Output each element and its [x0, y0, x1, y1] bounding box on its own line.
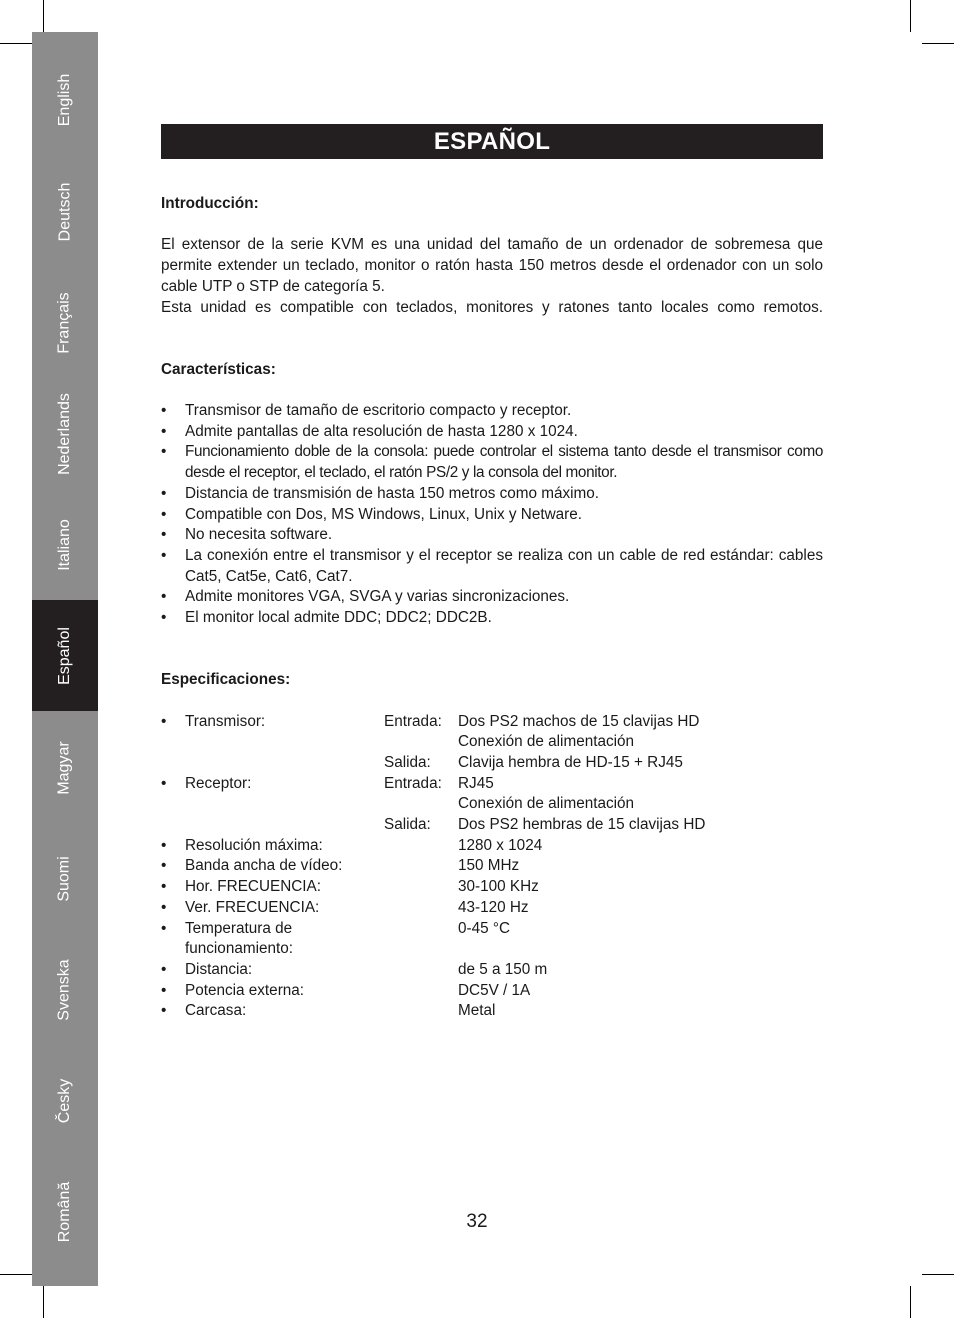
language-tabs	[32, 32, 98, 1286]
spec-value: Metal	[458, 1002, 496, 1020]
spec-row	[161, 712, 823, 733]
bullet	[161, 732, 185, 753]
spec-sublabel	[384, 794, 458, 815]
tab-label: Magyar	[55, 740, 73, 795]
list-item: • Compatible con Dos, MS Windows, Linux, Unix y Netware.	[161, 505, 823, 526]
list-item: • Distancia de transmisión de hasta 150 metros como máximo.	[161, 484, 823, 505]
features-list	[161, 401, 823, 629]
spec-value: RJ45	[458, 774, 494, 792]
tab-label: Deutsch	[55, 182, 73, 241]
list-item: • Funcionamiento doble de la consola: puede controlar el sistema tanto desde el transmisor como desde el receptor, el teclado, el ratón PS/2 y la consola del monitor.	[161, 442, 823, 483]
spec-label: Ver. FRECUENCIA:	[185, 898, 320, 916]
spec-value: Dos PS2 machos de 15 clavijas HD	[458, 712, 700, 730]
spec-label	[185, 732, 384, 753]
crop-mark	[43, 1286, 44, 1318]
spec-row	[161, 960, 823, 981]
page-number: 32	[466, 1211, 488, 1232]
crop-mark	[910, 0, 911, 32]
list-item: • El monitor local admite DDC; DDC2; DDC2B.	[161, 608, 823, 629]
tab-label: Česky	[55, 1078, 73, 1123]
specs-table	[161, 712, 823, 1023]
features-heading: Características:	[161, 360, 276, 378]
spec-row	[161, 877, 823, 898]
spec-label: Resolución máxima:	[185, 836, 323, 854]
bullet	[161, 815, 185, 836]
spec-value: Conexión de alimentación	[458, 733, 635, 751]
tab-nederlands[interactable]	[32, 378, 98, 489]
tab-suomi[interactable]	[32, 823, 98, 934]
specs-heading: Especificaciones:	[161, 671, 291, 689]
tab-cesky[interactable]	[32, 1045, 98, 1156]
spec-row	[161, 836, 823, 857]
tab-label: English	[55, 73, 73, 126]
tab-deutsch[interactable]	[32, 156, 98, 267]
spec-value: DC5V / 1A	[458, 981, 531, 999]
crop-mark	[43, 0, 44, 32]
intro-heading: Introducción:	[161, 195, 259, 212]
spec-row	[161, 919, 823, 960]
spec-sublabel: Salida:	[384, 753, 431, 771]
crop-mark	[0, 43, 32, 44]
page-title: ESPAÑOL	[161, 124, 823, 159]
spec-sublabel	[384, 1001, 458, 1022]
spec-sublabel: Entrada:	[384, 712, 442, 730]
crop-mark	[0, 1274, 32, 1275]
main-content	[161, 194, 823, 1022]
spec-value: Conexión de alimentación	[458, 795, 635, 813]
spec-row	[161, 898, 823, 919]
crop-mark	[922, 1274, 954, 1275]
bullet: •	[161, 836, 167, 854]
list-item: • No necesita software.	[161, 525, 823, 546]
spec-value: 30-100 KHz	[458, 878, 539, 896]
spec-row	[161, 753, 823, 774]
crop-mark	[922, 43, 954, 44]
tab-label: Suomi	[55, 855, 73, 902]
bullet: •	[161, 712, 167, 730]
spec-sublabel	[384, 877, 458, 898]
bullet: •	[161, 919, 167, 937]
spec-sublabel	[384, 981, 458, 1002]
tab-label: Svenska	[56, 958, 73, 1021]
spec-sublabel	[384, 836, 458, 857]
tab-francais[interactable]	[32, 267, 98, 378]
bullet	[161, 794, 185, 815]
spec-row	[161, 774, 823, 795]
tab-espanol[interactable]	[32, 600, 98, 711]
crop-mark	[910, 1286, 911, 1318]
spec-value: 0-45 °C	[458, 919, 511, 937]
tab-magyar[interactable]	[32, 712, 98, 823]
tab-svenska[interactable]	[32, 934, 98, 1045]
intro-paragraph: Esta unidad es compatible con teclados, monitores y ratones tanto locales como remotos.	[161, 298, 823, 316]
spec-value: de 5 a 150 m	[458, 960, 548, 978]
tab-label: Español	[55, 626, 73, 685]
spec-label	[185, 753, 384, 774]
spec-label: Carcasa:	[185, 1002, 247, 1020]
spec-row	[161, 732, 823, 753]
tab-italiano[interactable]	[32, 489, 98, 600]
spec-label: Distancia:	[185, 960, 253, 978]
spec-value: 150 MHz	[458, 857, 520, 875]
bullet: •	[161, 878, 167, 896]
spec-value: 43-120 Hz	[458, 898, 529, 916]
tab-label: Nederlands	[56, 392, 74, 475]
spec-label: Receptor:	[185, 774, 252, 792]
spec-value: Dos PS2 hembras de 15 clavijas HD	[458, 816, 706, 834]
tab-label: Français	[55, 291, 73, 354]
spec-label	[185, 815, 384, 836]
tab-label: Italiano	[56, 518, 73, 571]
spec-label: Transmisor:	[185, 712, 266, 730]
spec-label: Hor. FRECUENCIA:	[185, 878, 321, 896]
list-item: • La conexión entre el transmisor y el receptor se realiza con un cable de red estándar: cables Cat5, Cat5e, Cat6, Cat7.	[161, 546, 823, 587]
bullet: •	[161, 857, 167, 875]
tab-label: Română	[55, 1181, 73, 1242]
bullet: •	[161, 960, 167, 978]
spec-row	[161, 815, 823, 836]
spec-label	[185, 794, 384, 815]
spec-value: 1280 x 1024	[458, 836, 543, 854]
spec-sublabel	[384, 856, 458, 877]
list-item: • Admite pantallas de alta resolución de hasta 1280 x 1024.	[161, 422, 823, 443]
bullet: •	[161, 1002, 167, 1020]
spec-row	[161, 856, 823, 877]
spec-label: Banda ancha de vídeo:	[185, 857, 343, 875]
intro-paragraph: El extensor de la serie KVM es una unidad del tamaño de un ordenador de sobremesa que permite extender un teclado, monitor o ratón hasta 150 metros desde el ordenador con un solo cable UTP o STP de categoría 5.	[161, 236, 823, 295]
spec-sublabel	[384, 898, 458, 919]
spec-value: Clavija hembra de HD-15 + RJ45	[458, 753, 683, 771]
list-item: • Admite monitores VGA, SVGA y varias sincronizaciones.	[161, 587, 823, 608]
spec-sublabel	[384, 732, 458, 753]
spec-sublabel	[384, 960, 458, 981]
tab-english[interactable]	[32, 44, 98, 155]
spec-sublabel: Salida:	[384, 816, 431, 834]
spec-row	[161, 1001, 823, 1022]
spec-label: Temperatura de funcionamiento:	[185, 919, 293, 958]
bullet: •	[161, 981, 167, 999]
bullet: •	[161, 774, 167, 792]
bullet	[161, 753, 185, 774]
spec-sublabel	[384, 919, 458, 960]
spec-label: Potencia externa:	[185, 981, 305, 999]
spec-row	[161, 981, 823, 1002]
list-item: • Transmisor de tamaño de escritorio compacto y receptor.	[161, 401, 823, 422]
bullet: •	[161, 898, 167, 916]
spec-row	[161, 794, 823, 815]
spec-sublabel: Entrada:	[384, 774, 442, 792]
